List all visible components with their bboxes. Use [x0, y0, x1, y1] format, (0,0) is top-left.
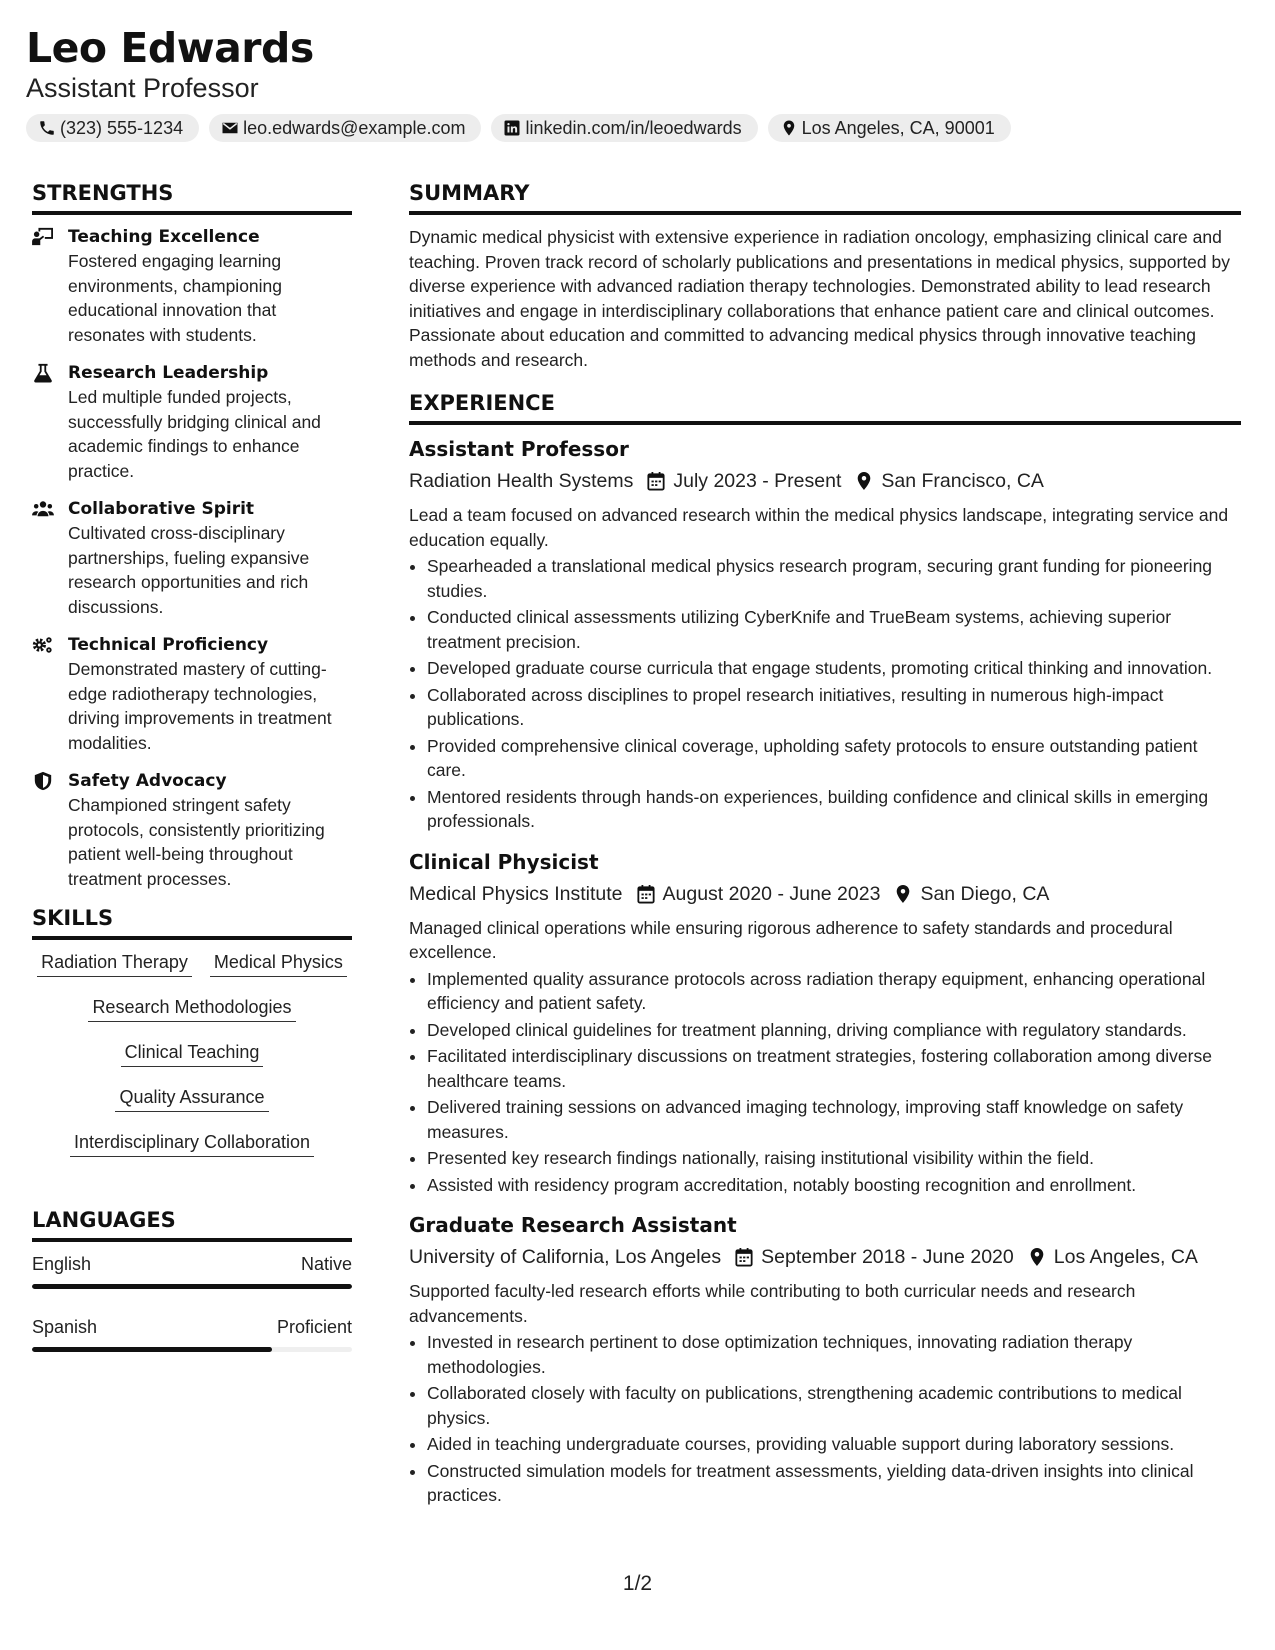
job-bullet: • Collaborated across disciplines to propel research initiatives, resulting in numerous high-impact publications.: [427, 683, 1241, 732]
gears-icon: [32, 635, 54, 655]
strength-title: Teaching Excellence: [68, 227, 260, 247]
job-description: Supported faculty-led research efforts while contributing to both curricular needs and research advancements.: [409, 1281, 1136, 1326]
language-level-fill: [32, 1347, 272, 1352]
contact-email-text: leo.edwards@example.com: [243, 117, 466, 138]
language-level-bar: [32, 1284, 352, 1289]
job-bullets: [409, 1330, 1241, 1508]
job-location: San Francisco, CA: [881, 470, 1044, 492]
job-bullet: • Invested in research pertinent to dose optimization techniques, innovating radiation therapy methodologies.: [427, 1330, 1241, 1379]
job-bullets: [409, 554, 1241, 834]
phone-icon: [38, 119, 56, 137]
contact-list: [26, 114, 1246, 142]
job-dates: July 2023 - Present: [673, 470, 842, 492]
page-number: 1/2: [622, 1572, 653, 1595]
skill-tag: Medical Physics: [210, 950, 347, 977]
strength-desc: Championed stringent safety protocols, consistently prioritizing patient well-being throughout treatment processes.: [68, 795, 325, 889]
strength-title: Technical Proficiency: [68, 635, 269, 655]
job-bullets: [409, 967, 1241, 1198]
strength-title: Collaborative Spirit: [68, 499, 255, 519]
job-dates: August 2020 - June 2023: [662, 882, 881, 905]
language-item: [32, 1315, 352, 1352]
linkedin-icon: [503, 119, 521, 137]
job-bullet: • Mentored residents through hands-on experiences, building confidence and clinical skills in emerging professionals.: [427, 785, 1241, 834]
skill-tag: Radiation Therapy: [37, 950, 192, 977]
job-title: Graduate Research Assistant: [409, 1213, 737, 1237]
calendar-icon: [647, 471, 665, 491]
job-bullet: • Collaborated closely with faculty on publications, strengthening academic contributions to medical physics.: [427, 1381, 1241, 1430]
job-bullet: • Aided in teaching undergraduate courses, providing valuable support during laboratory sessions.: [427, 1432, 1241, 1457]
job-bullet: • Assisted with residency program accreditation, notably boosting recognition and enrollment.: [427, 1173, 1241, 1198]
contact-location[interactable]: [768, 114, 1011, 142]
language-level: Proficient: [276, 1317, 352, 1337]
job-company: University of California, Los Angeles: [409, 1246, 722, 1268]
candidate-role: Assistant Professor: [26, 73, 259, 103]
strength-title: Safety Advocacy: [68, 771, 227, 791]
language-level: Native: [300, 1254, 352, 1274]
job-bullet: • Provided comprehensive clinical coverage, upholding safety protocols to ensure outstanding patient care.: [427, 734, 1241, 783]
job-bullet: • Conducted clinical assessments utilizing CyberKnife and TrueBeam systems, achieving superior treatment precision.: [427, 605, 1241, 654]
language-name: Spanish: [32, 1317, 98, 1337]
contact-linkedin-text: linkedin.com/in/leoedwards: [525, 117, 742, 138]
shield-icon: [32, 771, 54, 791]
right-column: [409, 180, 1241, 1522]
strength-item: [32, 769, 352, 891]
job-description: Lead a team focused on advanced research within the medical physics landscape, integrating service and education equally.: [409, 505, 1229, 550]
skill-tag: Interdisciplinary Collaboration: [70, 1130, 314, 1157]
map-pin-icon: [894, 884, 912, 904]
candidate-name: Leo Edwards: [26, 24, 314, 72]
job-location: Los Angeles, CA: [1053, 1246, 1198, 1268]
job-bullet: • Implemented quality assurance protocols across radiation therapy equipment, enhancing operational efficiency and patient safety.: [427, 967, 1241, 1016]
skill-tag: Research Methodologies: [88, 995, 295, 1022]
language-name: English: [32, 1254, 92, 1274]
job-title: Clinical Physicist: [409, 849, 599, 874]
skills-list: [32, 950, 352, 1175]
strength-desc: Cultivated cross-disciplinary partnerships, fueling expansive research opportunities and rich discussions.: [68, 523, 310, 617]
experience-heading: EXPERIENCE: [409, 390, 1241, 425]
strength-item: [32, 225, 352, 347]
job-title: Assistant Professor: [409, 437, 629, 461]
users-icon: [32, 499, 54, 519]
skill-tag: Clinical Teaching: [121, 1040, 264, 1067]
strength-item: [32, 497, 352, 619]
flask-icon: [32, 363, 54, 383]
job-bullet: • Spearheaded a translational medical physics research program, securing grant funding for pioneering studies.: [427, 554, 1241, 603]
job-bullet: • Developed clinical guidelines for treatment planning, driving compliance with regulatory standards.: [427, 1018, 1241, 1043]
job-bullet: • Delivered training sessions on advanced imaging technology, improving staff knowledge on safety measures.: [427, 1095, 1241, 1144]
summary-heading: SUMMARY: [409, 180, 1241, 215]
language-level-bar: [32, 1347, 352, 1352]
strength-item: [32, 633, 352, 755]
job-entry: [409, 1211, 1241, 1508]
contact-phone[interactable]: [26, 114, 199, 142]
strength-desc: Led multiple funded projects, successfully bridging clinical and academic findings to enhance practice.: [68, 387, 321, 481]
job-entry: [409, 435, 1241, 834]
map-pin-icon: [780, 119, 798, 137]
job-description: Managed clinical operations while ensuring rigorous adherence to safety standards and procedural excellence.: [409, 917, 1173, 962]
contact-location-text: Los Angeles, CA, 90001: [801, 117, 995, 138]
summary-text: Dynamic medical physicist with extensive experience in radiation oncology, emphasizing clinical care and teaching. Proven track record of scholarly publications and presentations in medical physics, supported by diverse experience with advanced radiation therapy technologies. Demonstrated ability to lead research initiatives and engage in interdisciplinary collaborations that enhance patient care and clinical outcomes. Passionate about education and committed to advancing medical physics through innovative teaching methods and research.: [409, 227, 1230, 370]
job-entry: [409, 848, 1241, 1198]
envelope-icon: [221, 119, 239, 137]
skill-tag: Quality Assurance: [115, 1085, 268, 1112]
job-company: Radiation Health Systems: [409, 470, 634, 492]
job-bullet: • Facilitated interdisciplinary discussions on treatment strategies, fostering collaboration among diverse healthcare teams.: [427, 1044, 1241, 1093]
job-company: Medical Physics Institute: [409, 882, 623, 905]
contact-email[interactable]: [209, 114, 481, 142]
calendar-icon: [637, 884, 655, 904]
job-bullet: • Presented key research findings nationally, raising institutional visibility within the field.: [427, 1146, 1241, 1171]
calendar-icon: [735, 1247, 753, 1267]
strength-desc: Demonstrated mastery of cutting-edge radiotherapy technologies, driving improvements in treatment modalities.: [68, 659, 332, 753]
strength-title: Research Leadership: [68, 363, 269, 383]
languages-heading: LANGUAGES: [32, 1207, 352, 1242]
language-level-fill: [32, 1284, 352, 1289]
job-dates: September 2018 - June 2020: [761, 1246, 1014, 1268]
job-location: San Diego, CA: [920, 882, 1050, 905]
contact-linkedin[interactable]: [491, 114, 757, 142]
strength-item: [32, 361, 352, 483]
job-bullet: • Developed graduate course curricula that engage students, promoting critical thinking and innovation.: [427, 656, 1241, 681]
left-column: [32, 180, 352, 1378]
contact-phone-text: (323) 555-1234: [60, 117, 184, 138]
map-pin-icon: [1028, 1247, 1046, 1267]
job-bullet: • Constructed simulation models for treatment assessments, yielding data-driven insights into clinical practices.: [427, 1459, 1241, 1508]
teacher-board-icon: [32, 227, 54, 247]
language-item: [32, 1252, 352, 1289]
map-pin-icon: [855, 471, 873, 491]
resume-header: [26, 22, 1246, 142]
strengths-heading: STRENGTHS: [32, 180, 352, 215]
strength-desc: Fostered engaging learning environments, championing educational innovation that resonates with students.: [68, 251, 283, 345]
skills-heading: SKILLS: [32, 905, 352, 940]
